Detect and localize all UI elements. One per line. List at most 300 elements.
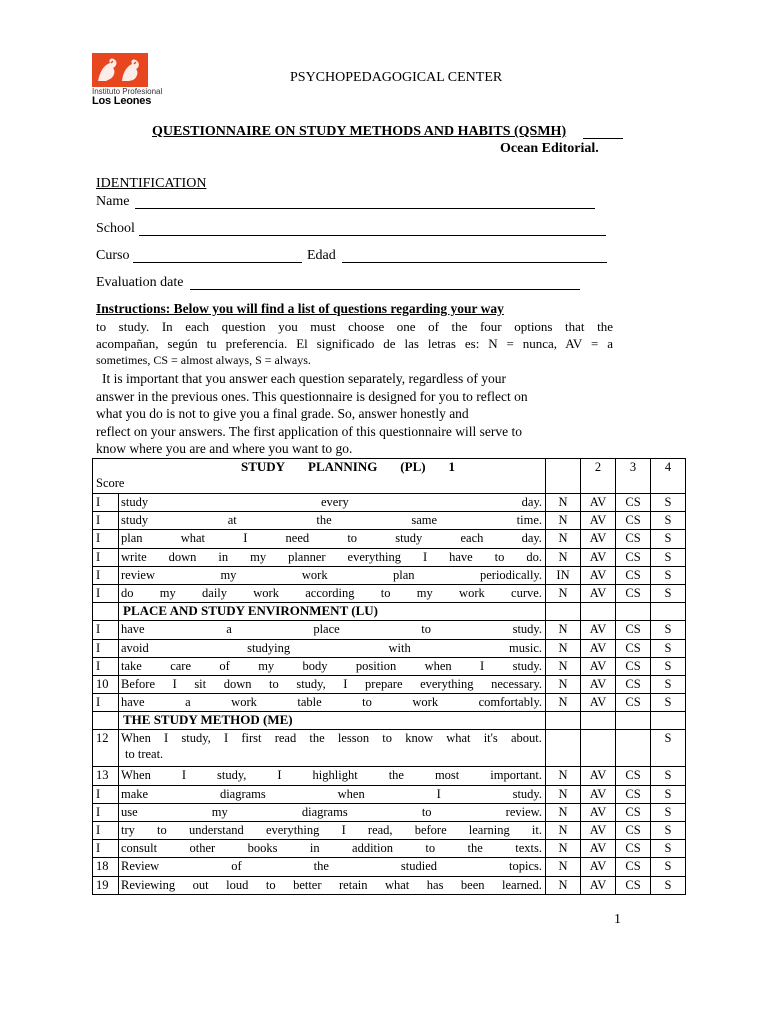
question-word: I [436,786,441,801]
question-word: my [258,658,275,673]
section-spacer-cell [93,712,119,730]
question-word: to [494,549,505,564]
question-word: out [192,877,209,892]
question-words [121,767,542,783]
answer-option[interactable] [581,730,616,767]
empty-cell [581,603,616,621]
table-row [93,876,686,894]
answer-option[interactable]: N [546,512,581,530]
question-word: work [459,585,485,600]
answer-option[interactable]: S [651,730,686,767]
question-word: books [247,841,278,856]
question-word: study. [512,658,542,673]
question-word: curve. [511,585,542,600]
answer-option[interactable]: N [546,639,581,657]
question-text [119,494,546,512]
question-word: topics. [509,859,542,874]
question-text [119,822,546,840]
question-text [119,675,546,693]
answer-option[interactable]: S [651,639,686,657]
answer-option[interactable]: CS [616,621,651,639]
answer-option[interactable]: S [651,621,686,639]
table-row [93,548,686,566]
question-word: in [218,549,229,564]
answer-option[interactable]: S [651,694,686,712]
question-word: comfortably. [478,695,543,710]
table-row [93,803,686,821]
answer-option[interactable]: S [651,767,686,785]
question-word: have [449,549,473,564]
question-word: to [265,877,276,892]
question-word: read, [367,823,393,837]
question-number: I [93,512,119,530]
question-word: what [384,877,410,892]
table-row [93,621,686,639]
question-word: study. [512,622,542,637]
question-word: I [480,658,485,673]
question-word: I [164,731,169,746]
question-number: I [93,822,119,840]
question-text [119,694,546,712]
question-text [119,548,546,566]
answer-option[interactable]: CS [616,858,651,876]
question-word: Before [121,676,156,691]
answer-option[interactable]: IN [546,566,581,584]
question-word: work [231,695,257,710]
question-word: prepare [365,676,403,691]
question-word: what [446,731,471,746]
question-word: of [219,658,230,673]
question-word: the [316,513,332,528]
curso-label: Curso [96,248,130,263]
question-word: work [412,695,439,710]
question-number: I [93,694,119,712]
section-title-cell [93,459,546,494]
edad-field[interactable] [342,262,607,263]
empty-cell [616,603,651,621]
question-word: study [395,531,423,546]
answer-option[interactable]: S [651,512,686,530]
question-words [121,640,542,656]
title-part: PLANNING [308,459,378,474]
answer-option[interactable]: AV [581,530,616,548]
question-text [119,530,546,548]
answer-option[interactable]: N [546,767,581,785]
question-word: important. [490,768,542,783]
answer-option[interactable]: CS [616,767,651,785]
question-word: I [422,549,428,564]
question-word: other [189,841,216,856]
question-word: study [121,495,149,509]
answer-option[interactable]: S [651,566,686,584]
table-row [93,584,686,602]
answer-option[interactable]: N [546,584,581,602]
question-text [119,512,546,530]
column-header [546,459,581,494]
question-words [121,840,542,856]
section-spacer-cell [93,603,119,621]
question-text [119,858,546,876]
answer-option[interactable]: S [651,785,686,803]
question-text [119,840,546,858]
question-number: 13 [93,767,119,785]
answer-option[interactable]: CS [616,494,651,512]
edad-label: Edad [307,248,336,263]
school-label: School [96,221,135,236]
question-words [121,512,542,528]
answer-option[interactable]: S [651,584,686,602]
question-word: do [121,585,134,600]
question-word: position [355,658,397,673]
table-row [93,767,686,785]
instructions-line-3: acompañan, según tu preferencia. El significado de las letras es: N = nunca, AV = a [96,336,613,351]
question-text-line-2: to treat. [125,747,164,762]
question-word: the [313,859,329,874]
question-number: I [93,566,119,584]
question-number: I [93,803,119,821]
questionnaire-table [92,458,686,895]
question-word: write [121,549,147,564]
question-word: most [434,768,460,783]
question-number: I [93,530,119,548]
table-row [93,512,686,530]
question-word: day. [521,531,542,546]
column-header: 4 [651,459,686,494]
answer-option[interactable]: N [546,530,581,548]
question-word: learned. [502,877,542,892]
answer-option[interactable]: S [651,858,686,876]
evaluation-date-field[interactable] [190,289,580,290]
answer-option[interactable]: AV [581,512,616,530]
answer-option[interactable]: CS [616,822,651,840]
question-text [119,803,546,821]
editorial-label: Ocean Editorial. [500,141,599,156]
question-word: studying [247,640,291,655]
answer-option[interactable]: CS [616,548,651,566]
answer-option[interactable]: CS [616,657,651,675]
answer-option[interactable]: CS [616,840,651,858]
question-number: I [93,657,119,675]
question-number: 19 [93,876,119,894]
question-word: work [253,585,279,600]
answer-option[interactable]: S [651,840,686,858]
question-word: to [380,585,391,600]
answer-option[interactable]: N [546,803,581,821]
question-text [119,621,546,639]
answer-option[interactable]: AV [581,822,616,840]
question-text [119,639,546,657]
question-words [121,822,542,838]
answer-option[interactable]: AV [581,584,616,602]
answer-option[interactable]: AV [581,858,616,876]
question-word: my [220,567,237,582]
score-label: Score [96,476,125,490]
paragraph-line-2: answer in the previous ones. This questionnaire is designed for you to reflect on [96,389,528,404]
question-word: to [269,676,279,691]
answer-option[interactable]: AV [581,767,616,785]
question-word: it's [483,731,498,746]
question-word: each [460,531,484,546]
question-word: I [243,531,248,546]
instructions-line-4: sometimes, CS = almost always, S = always. [96,353,311,367]
question-number: I [93,840,119,858]
empty-cell [651,603,686,621]
question-word: necessary. [491,676,543,691]
question-word: to [347,531,358,546]
answer-option[interactable]: CS [616,694,651,712]
answer-option[interactable]: S [651,803,686,821]
question-word: consult [121,841,158,856]
question-word: review [121,567,156,582]
question-word: everything [347,549,401,564]
question-word: understand [188,823,244,837]
answer-option[interactable]: CS [616,512,651,530]
table-row [93,639,686,657]
question-words [121,549,542,565]
answer-option[interactable]: S [651,530,686,548]
table-row [93,566,686,584]
answer-option[interactable]: AV [581,548,616,566]
table-row [93,785,686,803]
answer-option[interactable]: N [546,657,581,675]
question-words [121,494,542,510]
question-word: down [223,676,252,691]
answer-option[interactable]: N [546,876,581,894]
question-word: work [301,567,328,582]
name-label: Name [96,194,130,209]
logo-name-label: Los Leones [92,95,152,107]
question-text [119,876,546,894]
question-word: study. [512,786,542,801]
question-word: I [172,676,177,691]
questionnaire-table-body [93,459,686,895]
answer-option[interactable]: CS [616,876,651,894]
question-word: read [274,731,297,746]
question-number: I [93,785,119,803]
question-word: try [121,823,135,837]
question-words [121,530,542,546]
question-words [121,877,542,893]
institute-logo [92,53,163,107]
question-word: have [121,622,145,637]
question-word: when [337,786,365,801]
answer-option[interactable]: CS [616,530,651,548]
answer-option[interactable]: CS [616,584,651,602]
table-row [93,675,686,693]
question-text [119,566,546,584]
question-number: I [93,548,119,566]
question-word: retain [339,877,368,892]
table-row [93,530,686,548]
identification-title: IDENTIFICATION [96,176,207,191]
question-word: has [426,877,444,892]
answer-option[interactable]: S [651,876,686,894]
question-text [119,785,546,803]
question-words [121,676,542,692]
answer-option[interactable]: AV [581,494,616,512]
question-word: make [121,786,149,801]
question-words [121,786,542,802]
table-row [93,494,686,512]
section-header-row [93,603,686,621]
instructions-lead [96,300,613,317]
question-word: Reviewing [121,877,176,892]
answer-option[interactable]: CS [616,566,651,584]
answer-option[interactable]: AV [581,675,616,693]
section-title: THE STUDY METHOD (ME) [119,712,546,730]
question-word: diagrams [301,804,348,819]
column-header: 3 [616,459,651,494]
question-word: about. [510,731,542,746]
answer-option[interactable]: CS [616,785,651,803]
empty-cell [651,712,686,730]
question-word: I [277,768,282,783]
question-word: it. [531,823,542,837]
answer-option[interactable]: S [651,548,686,566]
question-word: the [388,768,404,783]
title-underline-extension [583,138,623,139]
answer-option[interactable] [546,730,581,767]
instructions-lead-text: Instructions: Below you will find a list of questions regarding your way [96,301,504,316]
empty-cell [616,712,651,730]
answer-option[interactable]: N [546,840,581,858]
answer-option[interactable]: CS [616,675,651,693]
question-word: texts. [515,841,542,856]
question-word: highlight [312,768,358,783]
table-row [93,657,686,675]
question-word: periodically. [479,567,542,582]
title-part: STUDY [241,459,286,474]
question-words [121,730,542,746]
question-words [121,585,542,601]
question-word: avoid [121,640,149,655]
question-word: of [231,859,242,874]
question-word: my [250,549,267,564]
question-word: my [416,585,433,600]
question-word: addition [352,841,393,856]
question-word: to [382,731,393,746]
column-header: 2 [581,459,616,494]
answer-option[interactable]: AV [581,657,616,675]
empty-cell [546,603,581,621]
answer-option[interactable]: S [651,822,686,840]
answer-option[interactable]: S [651,675,686,693]
question-word: study, [296,676,326,691]
question-word: day. [521,495,543,509]
question-word: learning [468,823,510,837]
section-header-planning [93,459,686,494]
center-title: PSYCHOPEDAGOGICAL CENTER [290,70,503,85]
answer-option[interactable]: CS [616,639,651,657]
answer-option[interactable]: AV [581,785,616,803]
question-word: take [121,658,142,673]
answer-option[interactable]: N [546,694,581,712]
school-field[interactable] [139,235,606,236]
question-word: down [168,549,197,564]
question-number: I [93,584,119,602]
lion-emblem-icon [92,53,148,87]
question-word: planner [288,549,326,564]
answer-option[interactable]: AV [581,694,616,712]
answer-option[interactable]: S [651,657,686,675]
section-header-row [93,712,686,730]
question-words [121,621,542,637]
question-words [121,658,542,674]
answer-option[interactable]: AV [581,840,616,858]
question-number: 10 [93,675,119,693]
question-word: same [411,513,438,528]
question-number: I [93,639,119,657]
question-word: the [467,841,483,856]
question-word: a [226,622,232,637]
question-text [119,657,546,675]
questionnaire-title: QUESTIONNAIRE ON STUDY METHODS AND HABITS (QSMH) [152,124,567,139]
answer-option[interactable]: N [546,621,581,639]
question-word: lesson [337,731,370,746]
question-number: 12 [93,730,119,767]
question-word: the [309,731,325,746]
question-word: sit [194,676,207,691]
table-row [93,730,686,767]
question-word: plan [393,567,415,582]
question-word: my [211,804,228,819]
question-word: Review [121,859,160,874]
answer-option[interactable]: S [651,494,686,512]
curso-field[interactable] [133,262,302,263]
question-word: when [424,658,452,673]
answer-option[interactable]: CS [616,803,651,821]
question-word: care [170,658,192,673]
answer-option[interactable]: AV [581,566,616,584]
answer-option[interactable]: AV [581,876,616,894]
name-field[interactable] [135,208,595,209]
answer-option[interactable]: N [546,785,581,803]
answer-option[interactable]: N [546,675,581,693]
question-words [121,694,542,710]
logo-institute-label: Instituto Profesional [92,87,163,96]
question-word: When [121,768,151,783]
answer-option[interactable]: AV [581,639,616,657]
answer-option[interactable]: AV [581,803,616,821]
question-text [119,584,546,602]
question-word: do. [526,549,542,564]
answer-option[interactable]: AV [581,621,616,639]
question-word: music. [509,640,542,655]
question-word: I [341,823,346,837]
paragraph-line-3: what you do is not to give you a final grade. So, answer honestly and [96,406,469,421]
answer-option[interactable]: N [546,548,581,566]
question-number: I [93,494,119,512]
answer-option[interactable]: N [546,858,581,876]
answer-option[interactable] [616,730,651,767]
question-word: I [224,731,229,746]
question-text [119,767,546,785]
answer-option[interactable]: N [546,494,581,512]
paragraph-line-4: reflect on your answers. The first application of this questionnaire will serve to [96,424,523,439]
title-part: 1 [448,459,456,474]
answer-option[interactable]: N [546,822,581,840]
title-part: (PL) [400,459,426,474]
question-words [121,804,542,820]
table-row [93,694,686,712]
question-word: daily [202,585,228,600]
question-word: plan [121,531,143,546]
page-number: 1 [614,912,621,927]
question-word: what [180,531,206,546]
question-word: according [305,585,355,600]
question-word: I [343,676,348,691]
question-word: body [302,658,328,673]
